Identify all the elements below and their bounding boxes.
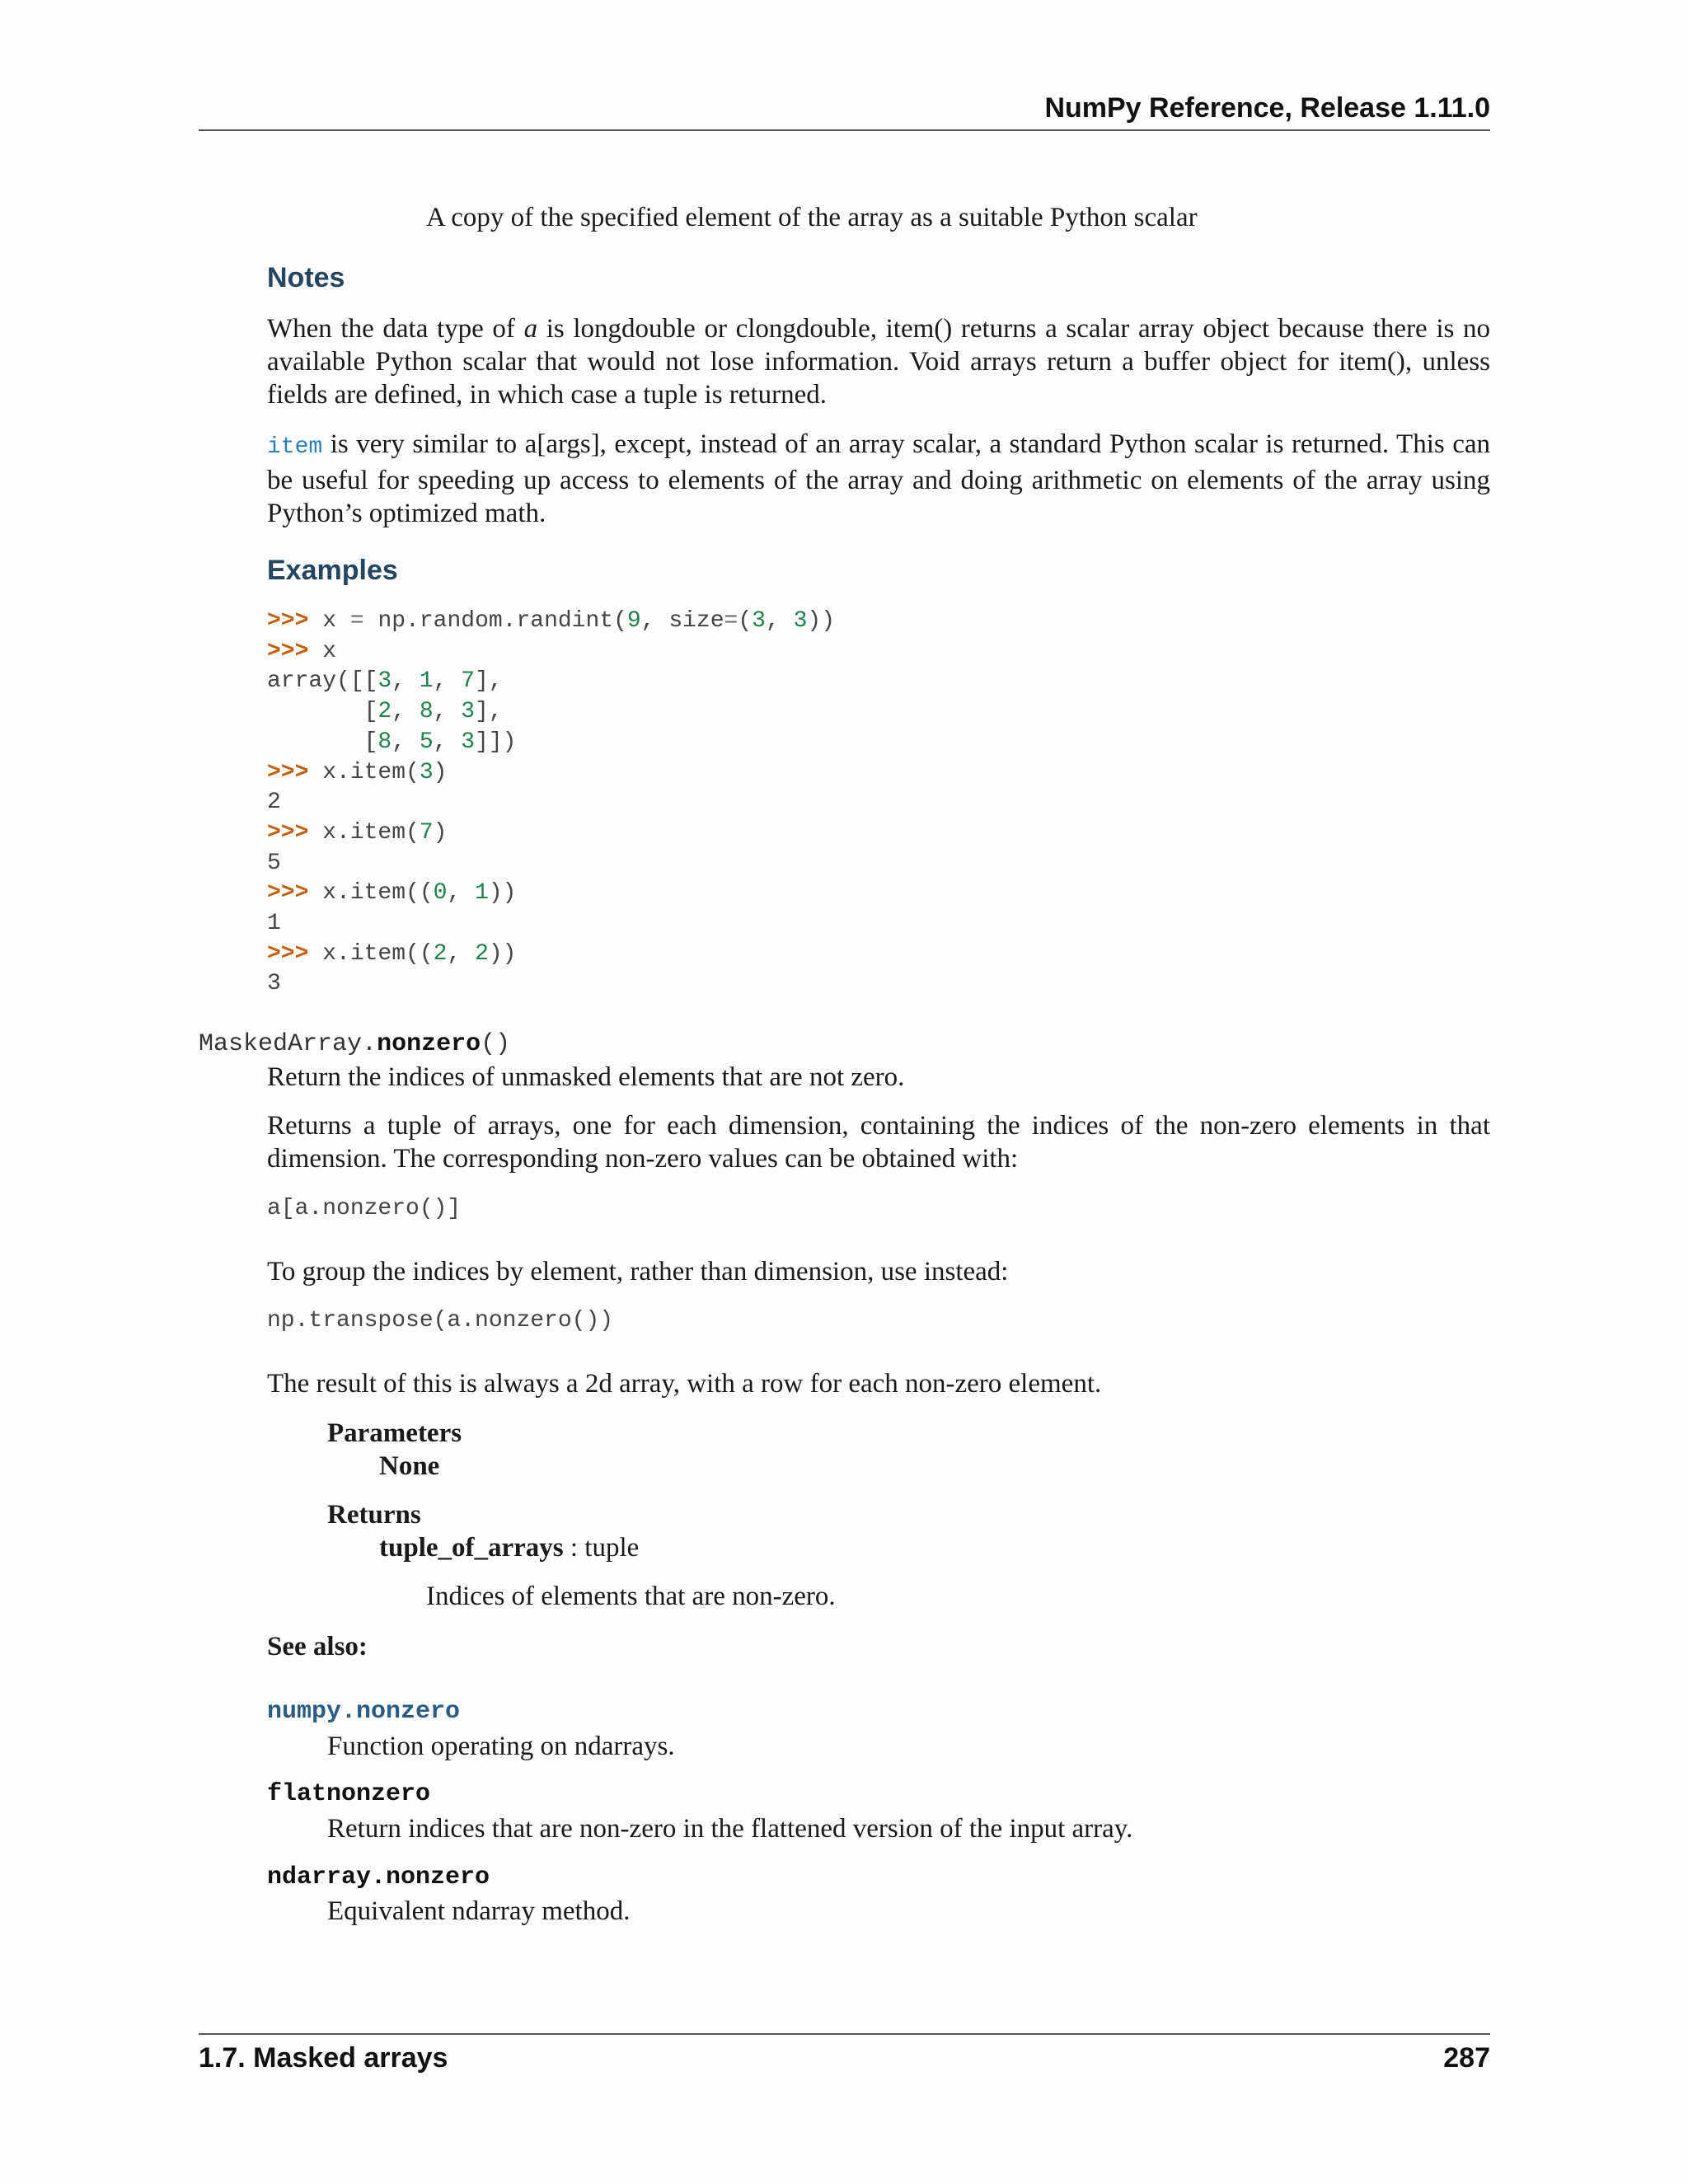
prompt-symbol: >>> [267, 759, 323, 785]
notes-paragraph-1 [267, 312, 1490, 411]
method-description-2: To group the indices by element, rather than dimension, use instead: [267, 1257, 1009, 1286]
method-summary: Return the indices of unmasked elements that are not zero. [267, 1062, 905, 1092]
notes-heading: Notes [267, 262, 345, 293]
examples-heading: Examples [267, 555, 398, 586]
returns-description: A copy of the specified element of the array as a suitable Python scalar [426, 203, 1198, 232]
see-also-numpy-nonzero-desc: Function operating on ndarrays. [327, 1732, 675, 1761]
prompt-symbol: >>> [267, 880, 323, 907]
notes-p1-pre: When the data type of [267, 314, 524, 344]
code-line: >>> x.item((2, 2)) [267, 940, 517, 967]
prompt-symbol: >>> [267, 608, 323, 634]
prompt-symbol: >>> [267, 940, 323, 967]
method-description-1: Returns a tuple of arrays, one for each dimension, containing the indices of the non-zero elements in that dimension. The corresponding non-zero values can be obtained with: [267, 1111, 1490, 1174]
code-example-2: np.transpose(a.nonzero()) [267, 1308, 614, 1333]
code-line: 1 [267, 911, 281, 937]
method-signature [199, 1030, 510, 1058]
code-line: [2, 8, 3], [267, 699, 503, 725]
footer-section-title: 1.7. Masked arrays [199, 2042, 448, 2074]
code-example-1: a[a.nonzero()] [267, 1196, 462, 1221]
code-line: >>> x = np.random.randint(9, size=(3, 3)) [267, 608, 836, 634]
examples-code-block [267, 607, 835, 1000]
code-line: 5 [267, 850, 281, 876]
signature-name: nonzero [377, 1030, 481, 1058]
item-link[interactable]: item [267, 434, 323, 460]
see-also-flatnonzero-desc: Return indices that are non-zero in the flattened version of the input array. [327, 1814, 1133, 1844]
notes-p1-post: is longdouble or clongdouble, item() returns a scalar array object because there is no available Python scalar that would not lose information. Void arrays return a buffer object for item(), unless fields are defined, in which case a tuple is returned. [267, 314, 1490, 410]
see-also-numpy-nonzero-link[interactable]: numpy.nonzero [267, 1698, 461, 1726]
signature-parens: () [481, 1030, 511, 1058]
signature-class: MaskedArray [199, 1030, 363, 1058]
see-also-ndarray-nonzero-desc: Equivalent ndarray method. [327, 1896, 631, 1926]
footer-rule [199, 2033, 1490, 2035]
returns-entry [379, 1531, 639, 1564]
signature-dot: . [362, 1030, 377, 1058]
header-rule [199, 129, 1490, 131]
code-line: >>> x.item(3) [267, 759, 448, 785]
parameters-label: Parameters [327, 1418, 462, 1448]
code-line: >>> x.item((0, 1)) [267, 880, 517, 907]
code-line: [8, 5, 3]]) [267, 729, 517, 755]
returns-name: tuple_of_arrays [379, 1533, 564, 1563]
code-line: 2 [267, 790, 281, 816]
returns-label: Returns [327, 1500, 421, 1530]
code-line: array([[3, 1, 7], [267, 668, 503, 695]
code-line: >>> x.item(7) [267, 819, 448, 846]
notes-paragraph-2 [267, 428, 1490, 530]
footer-page-number: 287 [1443, 2042, 1490, 2074]
prompt-symbol: >>> [267, 638, 323, 664]
notes-p2-text: is very similar to a[args], except, instead of an array scalar, a standard Python scalar is returned. This can be useful for speeding up access to elements of the array and doing arithmetic on elements of the array using Python’s optimized math. [267, 429, 1490, 528]
returns-type: : tuple [563, 1533, 640, 1563]
notes-p1-var: a [523, 314, 538, 344]
returns-entry-description: Indices of elements that are non-zero. [426, 1582, 836, 1611]
method-description-3: The result of this is always a 2d array, with a row for each non-zero element. [267, 1369, 1102, 1399]
see-also-flatnonzero: flatnonzero [267, 1780, 431, 1808]
see-also-label: See also: [267, 1632, 368, 1661]
prompt-symbol: >>> [267, 819, 323, 846]
code-line: 3 [267, 971, 281, 997]
parameters-value: None [379, 1451, 440, 1481]
running-header: NumPy Reference, Release 1.11.0 [1044, 92, 1490, 124]
code-line: >>> x [267, 638, 337, 664]
see-also-ndarray-nonzero: ndarray.nonzero [267, 1863, 490, 1891]
